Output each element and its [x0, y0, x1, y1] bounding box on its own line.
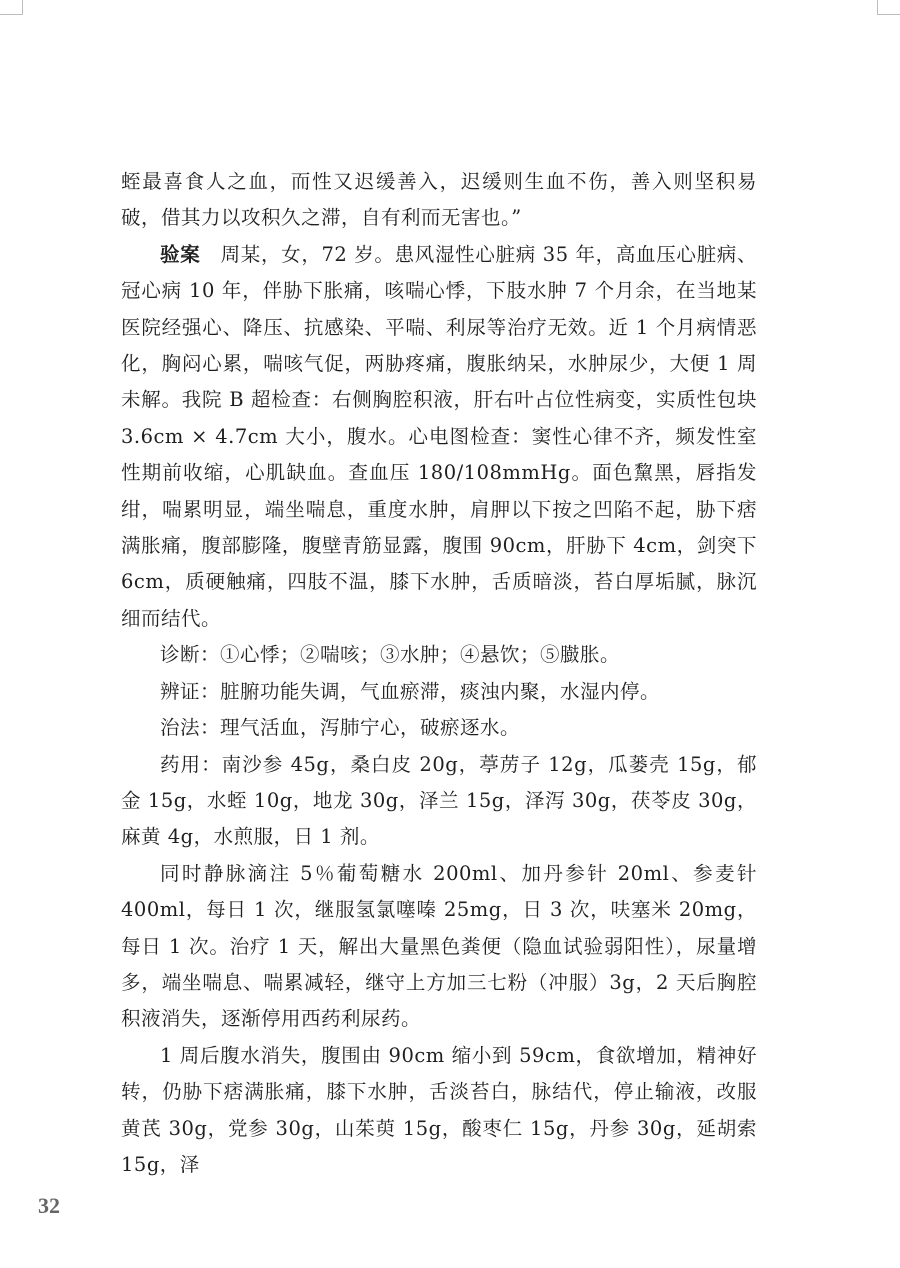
paragraph-prescription: 药用：南沙参 45g，桑白皮 20g，葶苈子 12g，瓜蒌壳 15g，郁金 15g，水蛭 10g，地龙 30g，泽兰 15g，泽泻 30g，茯苓皮 30g，麻黄 4g，水煎服，日 1 剂。: [121, 752, 757, 849]
paragraph-diagnosis: 诊断：①心悸；②喘咳；③水肿；④悬饮；⑤臌胀。: [160, 643, 621, 667]
page-body-text: [121, 164, 757, 1183]
crop-mark-right: [877, 0, 900, 15]
paragraph-case: [121, 237, 757, 637]
paragraph-quote-end: 蛭最喜食人之血，而性又迟缓善入，迟缓则生血不伤，善入则坚积易破，借其力以攻积久之滞，自有利而无害也。”: [121, 170, 757, 230]
paragraph-follow-up: 1 周后腹水消失，腹围由 90cm 缩小到 59cm，食欲增加，精神好转，仍胁下痞满胀痛，膝下水肿，舌淡苔白，脉结代，停止输液，改服黄芪 30g，党参 30g，山茱萸 15g，酸枣仁 15g，丹参 30g，延胡索 15g，泽: [121, 1043, 757, 1176]
case-label: 验案: [160, 242, 201, 266]
crop-mark-left: [0, 0, 23, 15]
paragraph-treatment-method: 治法：理气活血，泻肺宁心，破瘀逐水。: [160, 716, 521, 740]
paragraph-concurrent-therapy: 同时静脉滴注 5％葡萄糖水 200ml、加丹参针 20ml、参麦针 400ml，每日 1 次，继服氢氯噻嗪 25mg，日 3 次，呋塞米 20mg，每日 1 次。治疗 1 天，解出大量黑色粪便（隐血试验弱阳性），尿量增多，端坐喘息、喘累减轻，继守上方加三七粉（冲服）3g，2 天后胸腔积液消失，逐渐停用西药利尿药。: [121, 861, 757, 1031]
paragraph-differentiation: 辨证：脏腑功能失调，气血瘀滞，痰浊内聚，水湿内停。: [160, 679, 661, 703]
case-description: 周某，女，72 岁。患风湿性心脏病 35 年，高血压心脏病、冠心病 10 年，伴胁下胀痛，咳喘心悸，下肢水肿 7 个月余，在当地某医院经强心、降压、抗感染、平喘、利尿等治疗无效。近 1 个月病情恶化，胸闷心累，喘咳气促，两胁疼痛，腹胀纳呆，水肿尿少，大便 1 周未解。我院 B 超检查：右侧胸腔积液，肝右叶占位性病变，实质性包块 3.6cm × 4.7cm 大小，腹水。心电图检查：窦性心律不齐，频发性室性期前收缩，心肌缺血。查血压 180/108mmHg。面色黧黑，唇指发绀，喘累明显，端坐喘息，重度水肿，肩胛以下按之凹陷不起，胁下痞满胀痛，腹部膨隆，腹壁青筋显露，腹围 90cm，肝胁下 4cm，剑突下 6cm，质硬触痛，四肢不温，膝下水肿，舌质暗淡，苔白厚垢腻，脉沉细而结代。: [121, 242, 757, 630]
page-number: 32: [38, 1193, 60, 1218]
